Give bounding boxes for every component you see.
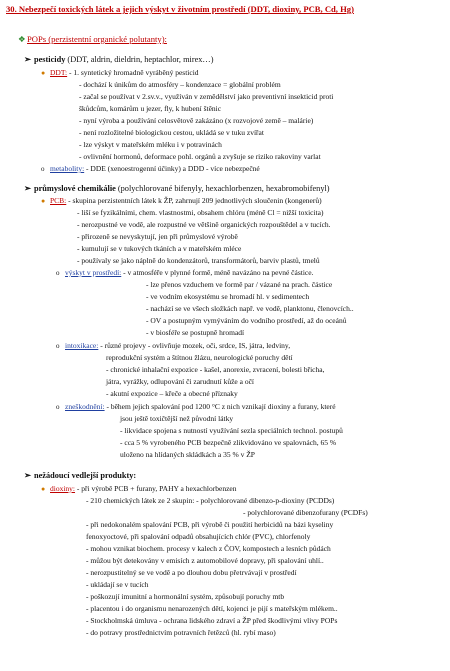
dioxiny-line: - můžou být detekovány v emisích z automobilové dopravy, při spalování uhlí.. [86,556,324,565]
pcb-line: - nerozpustné ve vodě, ale rozpustné ve většině organických rozpouštědel a v tucích. [77,220,331,229]
dioxiny-line: - poškozují imunitní a hormonální systém, způsobují poruchy mtb [86,592,285,601]
ddt-line: - nyní výroba a používání celosvětově zakázáno (x rozvojové země – malárie) [79,116,314,125]
dioxiny-line: - mohou vznikat biochem. procesy v kalech z ČOV, kompostech a lesních půdách [86,544,331,553]
vyskyt-row: o výskyt v prostředí: - v atmosféře v plynné formě, méně navázáno na pevné částice. [56,268,314,277]
diamond-bullet-icon: ❖ [18,34,26,44]
intox-line: játra, vyrážky, odlupování či zarudnutí kůže a očí [106,377,254,386]
dioxiny-line: - polychlorované dibenzofurany (PCDFs) [243,508,368,517]
intox-line: reprodukční systém a štítnou žlázu, neurologické poruchy dětí [106,353,293,362]
intox-line: - chronické inhalační expozice - kašel, anorexie, zvracení, bolesti břicha, [106,365,325,374]
dioxiny-label: dioxiny: [50,484,76,493]
dot-bullet-icon: ● [41,69,46,77]
intox-row: o intoxikace: - různé projevy - ovlivňuje mozek, oči, srdce, IS, játra, ledviny, [56,341,291,350]
zneskodneni-line: uloženo na hlídaných skládkách a 35 % v ŽP [120,450,255,459]
dioxiny-line: - placentou i do organismu nenarozených dětí, kojenci je pijí s mateřským mlékem.. [86,604,338,613]
pops-heading-text: POPs (perzistentní organické polutanty): [27,34,167,44]
vyskyt-line: - v biosféře se postupně hromadí [146,328,245,337]
dioxiny-line: - ukládají se v tucích [86,580,149,589]
dot-bullet-icon: ● [41,197,46,205]
ddt-line: - dochází k únikům do atmosféry – kondenzace = globální problém [79,80,281,89]
ddt-line: - ovlivnění hormonů, deformace pohl. orgánů a zvyšuje se riziko rakoviny varlat [79,152,321,161]
ddt-label: DDT: [50,68,68,77]
metabolity-row: o metabolity: - DDE (xenoestrogenní účinky) a DDD - více nebezpečné [41,164,260,173]
circle-bullet-icon: o [56,269,60,277]
circle-bullet-icon: o [56,342,60,350]
ddt-line: - začal se používat v 2.sv.v., využíván v zemědělství jako preventivní insekticid proti [79,92,334,101]
dioxiny-line: - nerozpustitelný se ve vodě a po dlouhou dobu přetrvávají v prostředí [86,568,297,577]
page-title: 30. Nebezpečí toxických látek a jejich výskyt v životním prostředí (DDT, dioxiny, PCB, Cd, Hg) [6,4,354,14]
zneskodneni-line: - cca 5 % vyrobeného PCB bezpečně zlikvidováno ve spalovnách, 65 % [120,438,337,447]
zneskodneni-line: - likvidace spojena s nutností využívání sezla speciálních technol. postupů [120,426,343,435]
dot-bullet-icon: ● [41,485,46,493]
arrow-bullet-icon: ➢ [24,471,31,480]
pcb-line: - kumulují se v tukových tkáních a v mateřském mléce [77,244,242,253]
prumyslove-heading: ➢ průmyslové chemikálie (polychlorované bifenyly, hexachlorbenzen, hexabromobifenyl) [24,184,330,193]
pcb-line: - liší se fyzikálními, chem. vlastnostmi, obsahem chlóru (méně Cl = nižší toxicita) [77,208,324,217]
intox-label: intoxikace: [65,341,99,350]
vyskyt-line: - OV a postupným vymýváním do vodního prostředí, až do oceánů [146,316,347,325]
dioxiny-line: - při nedokonalém spalování PCB, při výrobě či použití herbicidů na bázi kyseliny [86,520,334,529]
vyskyt-label: výskyt v prostředí: [65,268,122,277]
circle-bullet-icon: o [56,403,60,411]
arrow-bullet-icon: ➢ [24,184,31,193]
circle-bullet-icon: o [41,165,45,173]
ddt-line: - lze výskyt v mateřském mléku i v potravinách [79,140,222,149]
vyskyt-line: - lze přenos vzduchem ve formě par / vázané na prach. částice [146,280,333,289]
arrow-bullet-icon: ➢ [24,55,31,64]
zneskodneni-label: zneškodnění: [65,402,105,411]
ddt-line: - není rozložitelné biologickou cestou, ukládá se v tuku zvířat [79,128,264,137]
pcb-line: - používaly se jako náplně do kondenzátorů, transformátorů, barviv plastů, tmelů [77,256,320,265]
pesticidy-heading: ➢ pesticidy (DDT, aldrin, dieldrin, heptachlor, mirex…) [24,55,214,64]
pops-heading [18,34,167,44]
pcb-label: PCB: [50,196,67,205]
dioxiny-line: - 210 chemických látek ze 2 skupin: - polychlorované dibenzo-p-dioxiny (PCDDs) [86,496,335,505]
vyskyt-line: - ve vodním ekosystému se hromadí hl. v sedimentech [146,292,310,301]
intox-line: - akutní expozice – křeče a obecné příznaky [106,389,238,398]
dioxiny-line: - Stockholmská úmluva - ochrana lidského zdraví a ŽP před škodlivými vlivy POPs [86,616,338,625]
pcb-row: ● PCB: - skupina perzistentních látek k ŽP, zahrnují 209 jednotlivých sloučenin (kongenerů) [41,196,322,205]
nezadouci-heading: ➢ nežádoucí vedlejší produkty: [24,471,137,480]
zneskodneni-line: jsou ještě toxičtější než původní látky [120,414,234,423]
zneskodneni-row: o zneškodnění: - během jejich spalování pod 1200 °C z nich vznikají dioxiny a furany, které [56,402,336,411]
pcb-line: - přirozeně se nevyskytují, jen při průmyslové výrobě [77,232,238,241]
dioxiny-row: ● dioxiny: - při výrobě PCB + furany, PAHY a hexachlorbenzen [41,484,237,493]
metabolity-label: metabolity: [50,164,85,173]
ddt-row: ● DDT: - 1. syntetický hromadně vyráběný pesticid [41,68,199,77]
ddt-line: škůdcům, komárům u jezer, fly, k hubení štěnic [79,104,222,113]
dioxiny-line: fenoxyoctové, při spalování odpadů obsahujících chlór (PVC), chlorfenoly [86,532,311,541]
dioxiny-line: - do potravy prostřednictvím potravních řetězců (hl. rybí maso) [86,628,276,637]
vyskyt-line: - nachází se ve všech složkách např. ve vodě, planktonu, členovcích.. [146,304,354,313]
